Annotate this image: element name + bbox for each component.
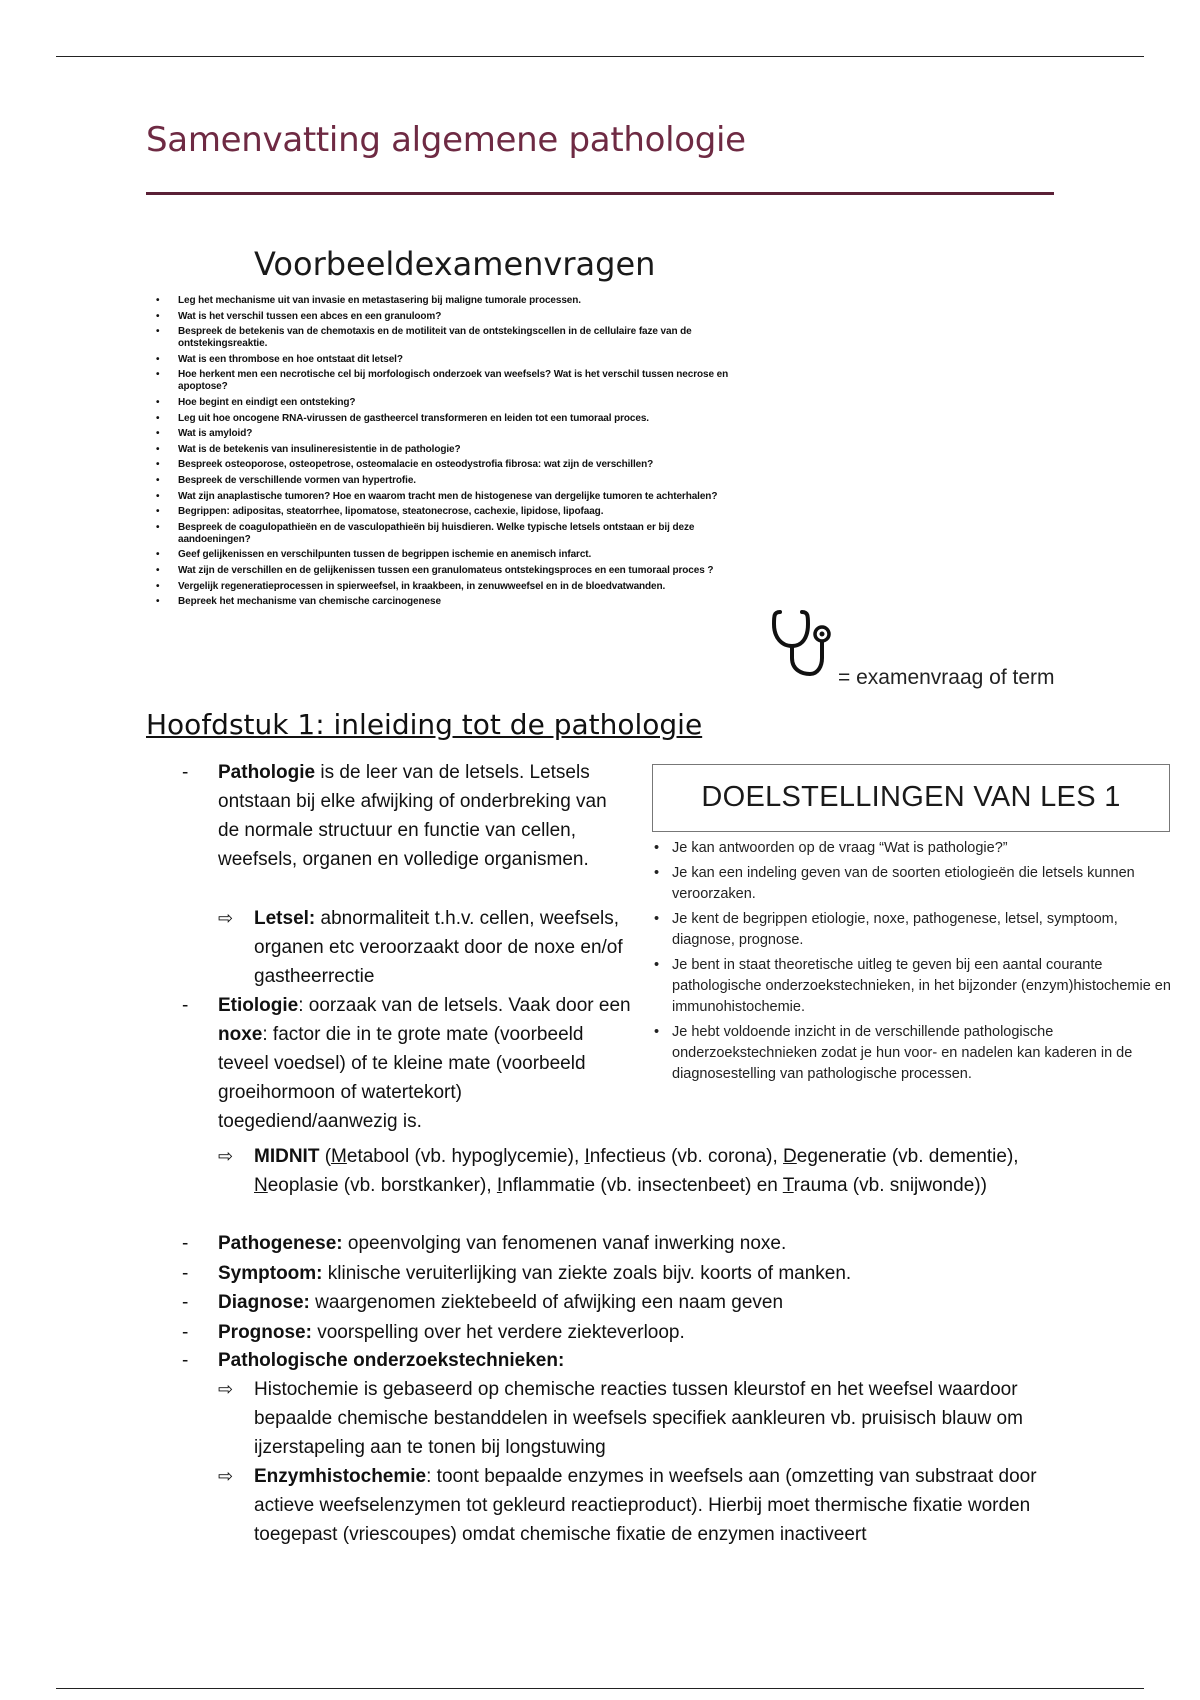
arrow-bullet-icon: ⇨ (218, 908, 234, 928)
item-letsel (218, 904, 624, 991)
midnit-letter: D (783, 1146, 797, 1167)
term-diagnose: Diagnose: (218, 1292, 310, 1313)
header-rule (56, 56, 1144, 57)
arrow-bullet-icon: ⇨ (218, 1146, 234, 1166)
text-symptoom: klinische veruiterlijking van ziekte zoals bijv. koorts of manken. (322, 1263, 852, 1284)
midnit-letter: M (331, 1146, 347, 1167)
midnit-letter: N (254, 1175, 268, 1196)
midnit-text: nfectieus (vb. corona), (589, 1146, 784, 1167)
dash-bullet: - (182, 1292, 189, 1313)
term-pathologie: Pathologie (218, 762, 316, 783)
text-pathologie: is de leer van de letsels. Letsels ontstaan bij elke afwijking of onderbreking van de normale structuur en functie van cellen, weefsels, organen en volledige organismen. (218, 762, 607, 870)
exam-question: • Bespreek de verschillende vormen van hypertrofie. (146, 475, 766, 487)
item-diagnose (182, 1288, 1118, 1317)
item-pathogenese (182, 1229, 1118, 1258)
term-pathogenese: Pathogenese: (218, 1233, 343, 1254)
midnit-letter: I (584, 1146, 590, 1167)
legend-text: = examenvraag of term (838, 666, 1055, 689)
text-etiologie-2: : factor die in te grote mate (voorbeeld teveel voedsel) of te kleine mate (voorbeeld groeihormoon of watertekort) toegediend/aanwezig is. (218, 1024, 586, 1132)
item-prognose (182, 1318, 1118, 1347)
item-enzymhistochemie (218, 1462, 1064, 1549)
dash-bullet: - (182, 762, 189, 783)
exam-question: • Wat is het verschil tussen een abces en een granuloom? (146, 311, 766, 323)
arrow-bullet-icon: ⇨ (218, 1379, 234, 1399)
text-etiologie-1: : oorzaak van de letsels. Vaak door een (298, 995, 631, 1016)
text-prognose: voorspelling over het verdere ziekteverloop. (311, 1322, 685, 1343)
exam-question: • Hoe herkent men een necrotische cel bij morfologisch onderzoek van weefsels? Wat is het verschil tussen necrose en apoptose? (146, 369, 766, 393)
document-title: Samenvatting algemene pathologie (146, 120, 746, 160)
text-enzymhistochemie: : toont bepaalde enzymes in weefsels aan (omzetting van substraat door actieve weefselenzymen tot gekleurd reactieproduct). Hierbij moet thermische fixatie worden toegepast (vriescoupes) omdat chemische fixatie de enzymen inactiveert (254, 1466, 1037, 1545)
exam-question: • Wat zijn anaplastische tumoren? Hoe en waarom tracht men de histogenese van dergelijke tumoren te achterhalen? (146, 491, 766, 503)
exam-question: • Bepreek het mechanisme van chemische carcinogenese (146, 596, 766, 608)
term-letsel: Letsel: (254, 908, 316, 929)
term-midnit: MIDNIT (254, 1146, 320, 1167)
exam-question: • Wat is de betekenis van insulineresistentie in de pathologie? (146, 444, 766, 456)
goal-item: • Je kan antwoorden op de vraag “Wat is pathologie?” (652, 838, 1182, 859)
title-underline (146, 192, 1054, 195)
midnit-letter: T (782, 1175, 794, 1196)
exam-question: • Leg uit hoe oncogene RNA-virussen de gastheercel transformeren en leiden tot een tumoraal proces. (146, 413, 766, 425)
midnit-letter: I (496, 1175, 503, 1196)
goals-box (652, 764, 1170, 832)
term-symptoom: Symptoom: (218, 1263, 323, 1284)
exam-heading: Voorbeeldexamenvragen (254, 245, 656, 283)
term-noxe: noxe (218, 1024, 263, 1045)
exam-question: • Leg het mechanisme uit van invasie en metastasering bij maligne tumorale processen. (146, 295, 766, 307)
exam-question: • Vergelijk regeneratieprocessen in spierweefsel, in kraakbeen, in zenuwweefsel en in de bloedvatwanden. (146, 581, 766, 593)
goal-item: • Je kent de begrippen etiologie, noxe, pathogenese, letsel, symptoom, diagnose, prognose. (652, 909, 1182, 951)
exam-question: • Wat is amyloid? (146, 428, 766, 440)
dash-bullet: - (182, 1350, 189, 1371)
item-midnit (218, 1142, 1074, 1200)
item-pathologie (182, 758, 618, 874)
dash-bullet: - (182, 1263, 189, 1284)
stethoscope-icon (772, 606, 834, 678)
goals-title: DOELSTELLINGEN VAN LES 1 (701, 781, 1121, 813)
goals-list (652, 838, 1182, 1089)
text-letsel: abnormaliteit t.h.v. cellen, weefsels, organen etc veroorzaakt door de noxe en/of gastheerrectie (254, 908, 623, 987)
exam-question: • Bespreek de betekenis van de chemotaxis en de motiliteit van de ontstekingscellen in de cellulaire faze van de ontstekingsreaktie. (146, 326, 766, 350)
exam-question: • Geef gelijkenissen en verschilpunten tussen de begrippen ischemie en anemisch infarct. (146, 549, 766, 561)
midnit-text: eoplasie (vb. borstkanker), (267, 1175, 497, 1196)
goal-item: • Je hebt voldoende inzicht in de verschillende pathologische onderzoekstechnieken zodat je hun voor- en nadelen kan kaderen in de diagnosestelling van pathologische processen. (652, 1022, 1182, 1085)
exam-question: • Bespreek de coagulopathieën en de vasculopathieën bij huisdieren. Welke typische letsels ontstaan er bij deze aandoeningen? (146, 522, 766, 546)
exam-question: • Bespreek osteoporose, osteopetrose, osteomalacie en osteodystrofia fibrosa: wat zijn de verschillen? (146, 459, 766, 471)
exam-question: • Wat zijn de verschillen en de gelijkenissen tussen een granulomateus ontstekingsproces en een tumoraal proces ? (146, 565, 766, 577)
exam-question: • Wat is een thrombose en hoe ontstaat dit letsel? (146, 354, 766, 366)
midnit-text: etabool (vb. hypoglycemie), (346, 1146, 585, 1167)
exam-question: • Hoe begint en eindigt een ontsteking? (146, 397, 766, 409)
chapter-heading: Hoofdstuk 1: inleiding tot de pathologie (146, 708, 703, 741)
exam-questions-image (146, 245, 766, 685)
item-technieken (182, 1346, 1118, 1375)
midnit-text: egeneratie (vb. dementie), (796, 1146, 1019, 1167)
item-symptoom (182, 1259, 1118, 1288)
midnit-text: nflammatie (vb. insectenbeet) en (502, 1175, 783, 1196)
text-histochemie: Histochemie is gebaseerd op chemische reacties tussen kleurstof en het weefsel waardoor bepaalde chemische bestanddelen in weefsels specifiek aankleuren vb. pruisisch blauw om ijzerstapeling aan te tonen bij longstuwing (254, 1379, 1023, 1458)
term-prognose: Prognose: (218, 1322, 312, 1343)
goal-item: • Je bent in staat theoretische uitleg te geven bij een aantal courante pathologische onderzoekstechnieken, in het bijzonder (enzym)histochemie en immunohistochemie. (652, 955, 1182, 1018)
goal-item: • Je kan een indeling geven van de soorten etiologieën die letsels kunnen veroorzaken. (652, 863, 1182, 905)
dash-bullet: - (182, 995, 189, 1016)
midnit-text: rauma (vb. snijwonde)) (793, 1175, 987, 1196)
dash-bullet: - (182, 1322, 189, 1343)
midnit-text: ( (319, 1146, 332, 1167)
text-diagnose: waargenomen ziektebeeld of afwijking een naam geven (309, 1292, 784, 1313)
exam-question: • Begrippen: adipositas, steatorrhee, lipomatose, steatonecrose, cachexie, lipidose, lipofaag. (146, 506, 766, 518)
text-pathogenese: opeenvolging van fenomenen vanaf inwerking noxe. (342, 1233, 787, 1254)
term-enzymhistochemie: Enzymhistochemie (254, 1466, 427, 1487)
item-etiologie (182, 991, 638, 1136)
dash-bullet: - (182, 1233, 189, 1254)
item-histochemie (218, 1375, 1054, 1462)
term-etiologie: Etiologie (218, 995, 299, 1016)
exam-question-list (146, 295, 766, 612)
arrow-bullet-icon: ⇨ (218, 1466, 234, 1486)
term-technieken: Pathologische onderzoekstechnieken: (218, 1350, 565, 1371)
legend (772, 606, 1072, 689)
footer-rule (56, 1688, 1144, 1689)
